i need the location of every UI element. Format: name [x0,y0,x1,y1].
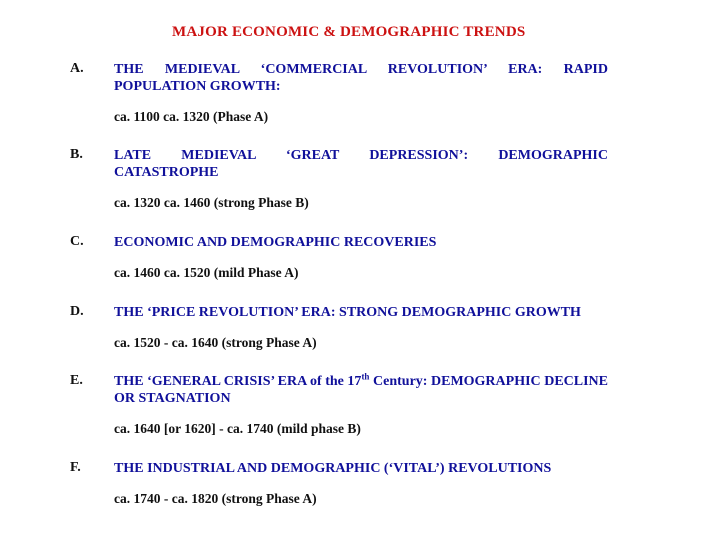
item-dates: ca. 1460 ca. 1520 (mild Phase A) [114,265,299,280]
trend-item-a [70,61,610,125]
page-title: MAJOR ECONOMIC & DEMOGRAPHIC TRENDS [172,24,526,40]
item-letter: E. [70,373,83,388]
trend-item-f [70,460,610,507]
ordinal-suffix: th [361,371,370,382]
item-heading-part: THE ‘GENERAL CRISIS’ ERA of the 17 [114,374,362,389]
item-heading [114,373,608,407]
item-heading: ECONOMIC AND DEMOGRAPHIC RECOVERIES [114,235,437,250]
trend-item-c [70,234,610,281]
item-letter: A. [70,61,84,76]
item-heading: THE INDUSTRIAL AND DEMOGRAPHIC (‘VITAL’) REVOLUTIONS [114,461,552,476]
item-letter: B. [70,147,83,162]
trend-item-b [70,147,610,211]
item-dates: ca. 1100 ca. 1320 (Phase A) [114,109,269,124]
item-dates: ca. 1320 ca. 1460 (strong Phase B) [114,195,309,210]
item-dates: ca. 1640 [or 1620] - ca. 1740 (mild phase B) [114,421,361,436]
item-letter: D. [70,304,84,319]
item-heading: LATE MEDIEVAL ‘GREAT DEPRESSION’: DEMOGRAPHIC CATASTROPHE [114,148,608,180]
item-heading: THE MEDIEVAL ‘COMMERCIAL REVOLUTION’ ERA: RAPID POPULATION GROWTH: [114,62,608,94]
item-letter: C. [70,234,84,249]
item-dates: ca. 1740 - ca. 1820 (strong Phase A) [114,491,317,506]
item-dates: ca. 1520 - ca. 1640 (strong Phase A) [114,335,317,350]
item-heading-part: Century: DEMOGRAPHIC DECLINE OR STAGNATION [114,374,608,406]
item-letter: F. [70,460,81,475]
trend-item-e [70,373,610,437]
trend-item-d [70,304,610,351]
item-heading: THE ‘PRICE REVOLUTION’ ERA: STRONG DEMOGRAPHIC GROWTH [114,305,581,320]
